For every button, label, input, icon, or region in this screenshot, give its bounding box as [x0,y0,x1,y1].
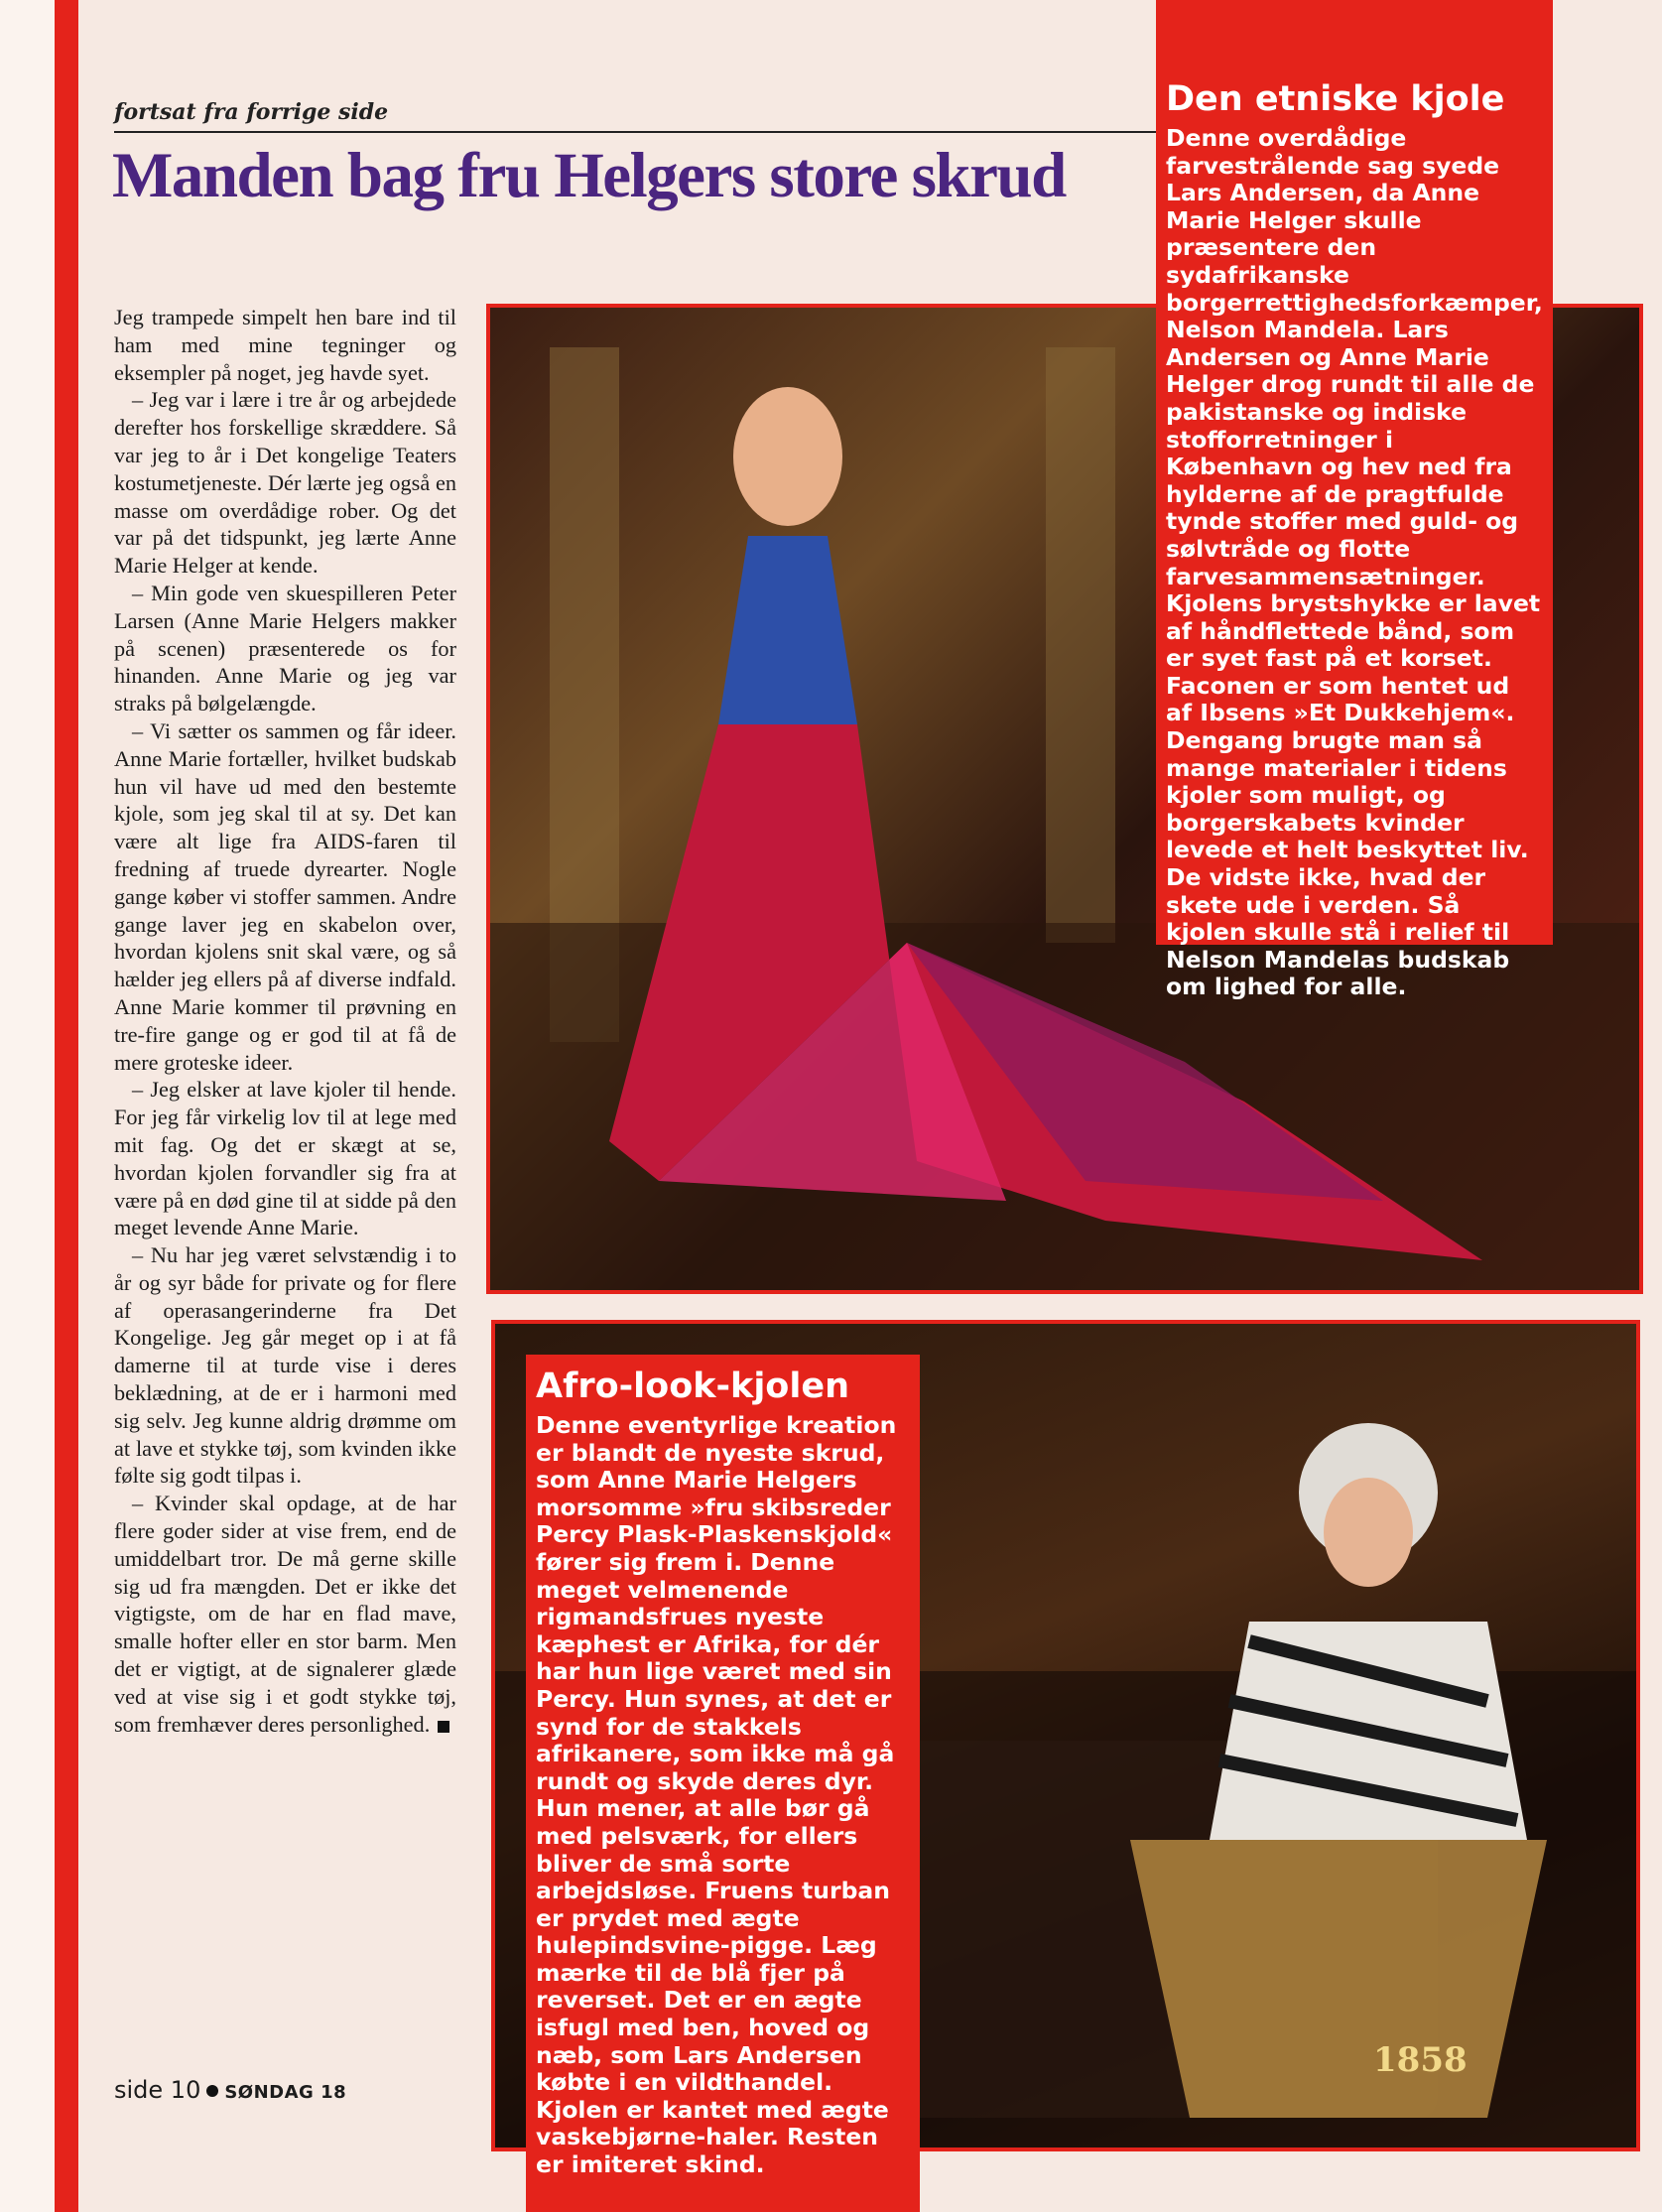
sidebar-ethnic-dress-title: Den etniske kjole [1166,79,1505,119]
paragraph-7-text: – Kvinder skal opdage, at de har flere goder sider at vise frem, end de umiddelbart tror. De må gerne skille sig ud fra mængden. Det er ikke det vigtigste, om de har en flad mave, smalle hofter eller en stor barm. Men det er vigtigt, at de signalerer glæde ved at vise sig i et godt stykke tøj, som fremhæver deres personlighed. [114,1491,456,1737]
paragraph-6: – Nu har jeg været selvstændig i to år og syr både for private og for flere af operasangerinderne fra Det Kongelige. Jeg går meget op i at få damerne til at turde vise i deres beklædning, at de er i harmoni med sig selv. Jeg kunne aldrig drømme om at lave et stykke tøj, som kvinden ikke følte sig godt tilpas i. [114,1242,456,1489]
bullet-icon [206,2085,218,2097]
left-red-strip [55,0,78,2212]
issue-label: SØNDAG 18 [224,2082,347,2103]
sidebar-afro-look-text: Denne eventyrlige kreation er blandt de nyeste skrud, som Anne Marie Helgers morsomme »fru skibsreder Percy Plask-Plaskenskjold« fører sig frem i. Denne meget velmenende rigmandsfrues nyeste kæphest er Afrika, for dér har hun lige været med sin Percy. Hun synes, at det er synd for de stakkels afrikanere, som ikke må gå rundt og skyde deres dyr. Hun mener, at alle bør gå med pelsværk, for ellers bliver de små sorte arbejdsløse. Fruens turban er prydet med ægte hulepindsvine-pigge. Læg mærke til de blå fjer på reverset. Det er en ægte isfugl med ben, hoved og næb, som Lars Andersen købte i en vildthandel. Kjolen er kantet med ægte vaskebjørne-haler. Resten er imiteret skind. [536,1411,897,2179]
sidebar-afro-look [526,1355,920,2212]
page-footer [114,2076,346,2104]
paragraph-7 [114,1490,456,1738]
kicker-rule [114,131,1166,133]
paragraph-3: – Min gode ven skuespilleren Peter Larsen (Anne Marie Helgers makker på scenen) præsenterede os for hinanden. Anne Marie og jeg var straks på bølgelængde. [114,580,456,716]
sidebar-ethnic-dress-text: Denne overdådige farvestrålende sag syede Lars Andersen, da Anne Marie Helger skulle præsentere den sydafrikanske borgerrettighedsforkæmper, Nelson Mandela. Lars Andersen og Anne Marie Helger drog rundt til alle de pakistanske og indiske stofforretninger i København og hev ned fra hylderne af de pragtfulde tynde stoffer med guld- og sølvtråde og flotte farvesammensætninger. Kjolens brystshykke er lavet af håndflettede bånd, som er syet fast på et korset. Faconen er som hentet ud af Ibsens »Et Dukkehjem«. Dengang brugte man så mange materialer i tidens kjoler som muligt, og borgerskabets kvinder levede et helt beskyttet liv. De vidste ikke, hvad der skete ude i verden. Så kjolen skulle stå i relief til Nelson Mandelas budskab om lighed for alle. [1166,124,1543,1001]
paragraph-2: – Jeg var i lære i tre år og arbejdede derefter hos forskellige skræddere. Så var jeg to år i Det kongelige Teaters kostumetjeneste. Dér lærte jeg også en masse om overdådige rober. Og det var på det tidspunkt, jeg lærte Anne Marie Helger at kende. [114,387,456,579]
year-plate: 1858 [1373,2040,1468,2080]
paragraph-1: Jeg trampede simpelt hen bare ind til ham med mine tegninger og eksempler på noget, jeg havde syet. [114,305,456,385]
headline: Manden bag fru Helgers store skrud [112,140,1066,211]
sidebar-afro-look-title: Afro-look-kjolen [536,1366,850,1406]
page-number: side 10 [114,2076,201,2104]
continued-kicker: fortsat fra forrige side [114,99,389,125]
end-mark-icon [438,1721,449,1733]
paragraph-4: – Vi sætter os sammen og får ideer. Anne Marie fortæller, hvilket budskab hun vil have ud med den bestemte kjole, som jeg skal til at sy. Det kan være alt lige fra AIDS-faren til fredning af truede dyrearter. Nogle gange køber vi stoffer sammen. Andre gange laver jeg en skabelon over, hvordan kjolens snit skal være, og så hælder jeg ellers på af diverse indfald. Anne Marie kommer til prøvning en tre-fire gange og er god til at få de mere groteske ideer. [114,717,456,1075]
paragraph-5: – Jeg elsker at lave kjoler til hende. For jeg får virkelig lov til at lege med mit fag. Og det er skægt at se, hvordan kjolen forvandler sig fra at være på en død gine til at sidde på den meget levende Anne Marie. [114,1077,456,1240]
article-body [114,304,456,1738]
sidebar-ethnic-dress [1156,0,1553,1001]
